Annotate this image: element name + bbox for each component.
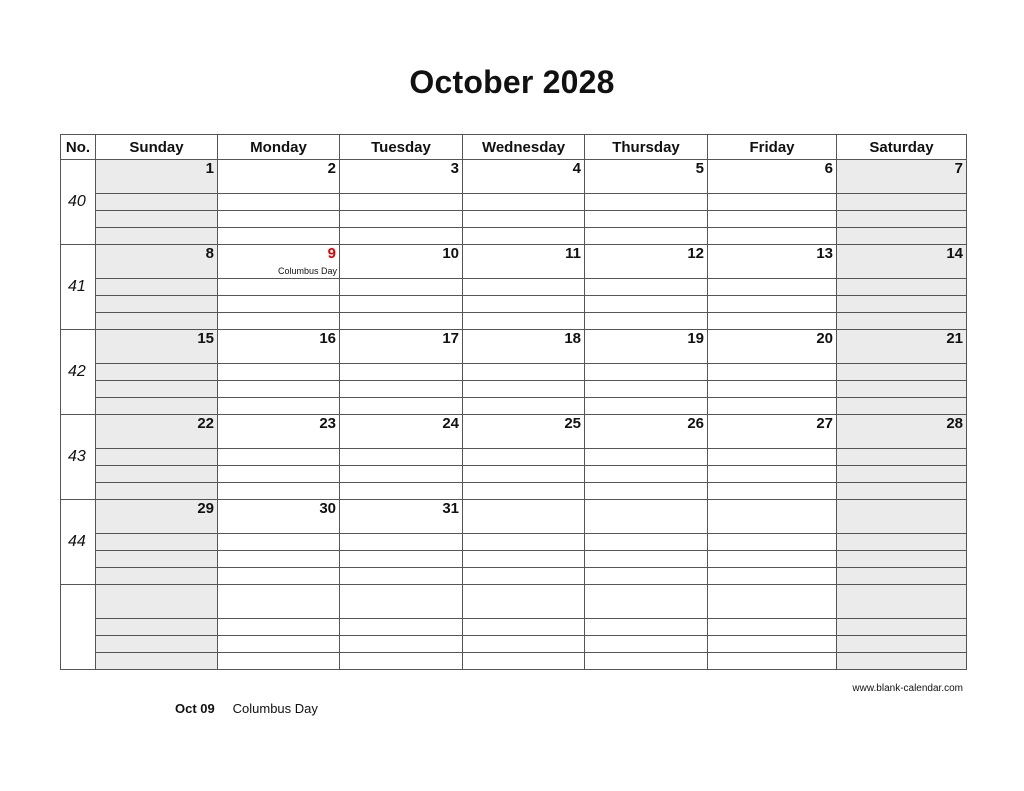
note-line[interactable] <box>463 568 585 585</box>
note-line[interactable] <box>96 534 218 551</box>
note-line[interactable] <box>463 381 585 398</box>
note-line[interactable] <box>96 619 218 636</box>
note-line-row <box>61 636 967 653</box>
note-line[interactable] <box>585 364 708 381</box>
note-line[interactable] <box>340 449 463 466</box>
note-line[interactable] <box>340 398 463 415</box>
legend-date: Oct 09 <box>175 701 215 716</box>
header-friday: Friday <box>708 135 837 160</box>
week-number: 41 <box>61 245 96 330</box>
day-number: 22 <box>197 415 214 432</box>
note-line[interactable] <box>708 194 837 211</box>
note-line[interactable] <box>218 313 340 330</box>
header-wednesday: Wednesday <box>463 135 585 160</box>
day-cell[interactable] <box>218 585 340 619</box>
day-number: 24 <box>442 415 459 432</box>
note-line[interactable] <box>218 466 340 483</box>
note-line[interactable] <box>96 653 218 670</box>
note-line-row <box>61 449 967 466</box>
note-line[interactable] <box>837 449 967 466</box>
note-line[interactable] <box>96 279 218 296</box>
note-line[interactable] <box>708 296 837 313</box>
day-cell[interactable] <box>837 585 967 619</box>
note-line-row <box>61 364 967 381</box>
note-line[interactable] <box>340 568 463 585</box>
note-line[interactable] <box>585 636 708 653</box>
day-cell[interactable] <box>708 500 837 534</box>
holiday-label: Columbus Day <box>277 266 337 276</box>
note-line[interactable] <box>340 194 463 211</box>
day-number: 30 <box>319 500 336 517</box>
note-line[interactable] <box>463 313 585 330</box>
note-line[interactable] <box>340 653 463 670</box>
header-week-no: No. <box>61 135 96 160</box>
day-cell[interactable] <box>708 160 837 194</box>
note-line[interactable] <box>708 483 837 500</box>
day-cell[interactable] <box>340 585 463 619</box>
note-line[interactable] <box>463 398 585 415</box>
note-line[interactable] <box>96 364 218 381</box>
note-line[interactable] <box>218 483 340 500</box>
note-line[interactable] <box>837 364 967 381</box>
day-number: 4 <box>572 160 581 177</box>
calendar-grid <box>60 134 967 670</box>
note-line[interactable] <box>585 551 708 568</box>
note-line[interactable] <box>708 534 837 551</box>
note-line[interactable] <box>340 364 463 381</box>
note-line[interactable] <box>463 364 585 381</box>
day-cell[interactable] <box>340 160 463 194</box>
note-line-row <box>61 296 967 313</box>
day-number: 2 <box>327 160 336 177</box>
day-number: 7 <box>954 160 963 177</box>
note-line[interactable] <box>463 228 585 245</box>
day-cell[interactable] <box>585 160 708 194</box>
week-number: 42 <box>61 330 96 415</box>
note-line[interactable] <box>585 279 708 296</box>
note-line-row <box>61 211 967 228</box>
note-line[interactable] <box>837 279 967 296</box>
note-line[interactable] <box>340 619 463 636</box>
day-number: 28 <box>946 415 963 432</box>
note-line-row <box>61 194 967 211</box>
day-cell[interactable] <box>585 500 708 534</box>
note-line[interactable] <box>585 534 708 551</box>
note-line[interactable] <box>708 228 837 245</box>
note-line-row <box>61 534 967 551</box>
note-line[interactable] <box>340 551 463 568</box>
note-line[interactable] <box>96 228 218 245</box>
note-line[interactable] <box>708 279 837 296</box>
day-number: 19 <box>687 330 704 347</box>
day-cell[interactable] <box>708 245 837 279</box>
note-line[interactable] <box>837 534 967 551</box>
note-line[interactable] <box>96 313 218 330</box>
holiday-legend <box>175 701 318 716</box>
week-row <box>61 160 967 194</box>
note-line-row <box>61 619 967 636</box>
day-cell[interactable] <box>463 585 585 619</box>
day-number: 15 <box>197 330 214 347</box>
day-cell[interactable] <box>837 245 967 279</box>
note-line[interactable] <box>218 619 340 636</box>
header-row <box>61 135 967 160</box>
note-line[interactable] <box>837 551 967 568</box>
day-cell[interactable] <box>585 245 708 279</box>
note-line[interactable] <box>218 534 340 551</box>
note-line[interactable] <box>218 568 340 585</box>
day-cell[interactable] <box>340 415 463 449</box>
note-line[interactable] <box>463 466 585 483</box>
note-line[interactable] <box>837 466 967 483</box>
note-line[interactable] <box>463 211 585 228</box>
note-line[interactable] <box>708 551 837 568</box>
day-cell[interactable] <box>837 500 967 534</box>
note-line[interactable] <box>585 449 708 466</box>
note-line-row <box>61 313 967 330</box>
day-cell[interactable] <box>463 500 585 534</box>
note-line[interactable] <box>218 228 340 245</box>
note-line[interactable] <box>463 636 585 653</box>
note-line[interactable] <box>218 194 340 211</box>
day-cell[interactable] <box>218 500 340 534</box>
note-line[interactable] <box>340 228 463 245</box>
day-cell[interactable] <box>96 245 218 279</box>
note-line-row <box>61 228 967 245</box>
note-line[interactable] <box>96 466 218 483</box>
note-line[interactable] <box>218 551 340 568</box>
note-line-row <box>61 551 967 568</box>
day-cell[interactable] <box>340 500 463 534</box>
note-line[interactable] <box>96 568 218 585</box>
note-line[interactable] <box>340 313 463 330</box>
note-line[interactable] <box>837 228 967 245</box>
note-line[interactable] <box>585 211 708 228</box>
note-line[interactable] <box>340 483 463 500</box>
note-line[interactable] <box>837 619 967 636</box>
note-line[interactable] <box>708 466 837 483</box>
day-number: 1 <box>205 160 214 177</box>
note-line[interactable] <box>96 296 218 313</box>
week-row <box>61 245 967 279</box>
note-line[interactable] <box>585 313 708 330</box>
day-cell[interactable] <box>218 245 340 279</box>
note-line[interactable] <box>340 636 463 653</box>
note-line[interactable] <box>340 211 463 228</box>
day-cell[interactable] <box>708 330 837 364</box>
website-credit: www.blank-calendar.com <box>852 683 963 694</box>
day-cell[interactable] <box>96 500 218 534</box>
note-line[interactable] <box>218 381 340 398</box>
day-number: 23 <box>319 415 336 432</box>
note-line[interactable] <box>218 449 340 466</box>
note-line[interactable] <box>585 398 708 415</box>
day-cell[interactable] <box>585 330 708 364</box>
note-line[interactable] <box>463 551 585 568</box>
legend-holiday-name: Columbus Day <box>232 701 318 716</box>
day-number: 26 <box>687 415 704 432</box>
note-line[interactable] <box>463 449 585 466</box>
note-line[interactable] <box>340 534 463 551</box>
note-line[interactable] <box>585 228 708 245</box>
note-line-row <box>61 398 967 415</box>
day-cell[interactable] <box>96 330 218 364</box>
day-number: 6 <box>824 160 833 177</box>
note-line[interactable] <box>837 381 967 398</box>
note-line[interactable] <box>837 653 967 670</box>
day-cell[interactable] <box>708 415 837 449</box>
note-line[interactable] <box>463 194 585 211</box>
day-number: 18 <box>564 330 581 347</box>
note-line[interactable] <box>96 194 218 211</box>
note-line[interactable] <box>837 636 967 653</box>
note-line[interactable] <box>96 551 218 568</box>
note-line[interactable] <box>708 398 837 415</box>
note-line[interactable] <box>96 381 218 398</box>
week-number: 43 <box>61 415 96 500</box>
day-number: 21 <box>946 330 963 347</box>
note-line[interactable] <box>218 364 340 381</box>
note-line[interactable] <box>708 653 837 670</box>
week-number <box>61 585 96 670</box>
note-line[interactable] <box>585 483 708 500</box>
day-cell[interactable] <box>837 415 967 449</box>
note-line[interactable] <box>585 194 708 211</box>
note-line[interactable] <box>708 568 837 585</box>
note-line[interactable] <box>837 211 967 228</box>
note-line[interactable] <box>837 568 967 585</box>
note-line[interactable] <box>218 211 340 228</box>
note-line-row <box>61 568 967 585</box>
day-number: 16 <box>319 330 336 347</box>
week-row <box>61 500 967 534</box>
note-line[interactable] <box>96 398 218 415</box>
note-line[interactable] <box>837 398 967 415</box>
note-line[interactable] <box>708 211 837 228</box>
day-number: 11 <box>565 245 581 262</box>
day-number: 8 <box>205 245 214 262</box>
note-line[interactable] <box>837 313 967 330</box>
note-line[interactable] <box>463 483 585 500</box>
day-cell[interactable] <box>708 585 837 619</box>
note-line[interactable] <box>340 296 463 313</box>
note-line[interactable] <box>585 568 708 585</box>
note-line[interactable] <box>218 653 340 670</box>
day-number: 20 <box>816 330 833 347</box>
note-line[interactable] <box>708 619 837 636</box>
day-number: 17 <box>442 330 459 347</box>
note-line[interactable] <box>585 619 708 636</box>
day-cell[interactable] <box>463 330 585 364</box>
note-line-row <box>61 483 967 500</box>
note-line[interactable] <box>708 381 837 398</box>
note-line[interactable] <box>96 636 218 653</box>
day-cell[interactable] <box>585 585 708 619</box>
note-line[interactable] <box>585 296 708 313</box>
note-line[interactable] <box>708 636 837 653</box>
note-line[interactable] <box>708 313 837 330</box>
week-row <box>61 415 967 449</box>
note-line[interactable] <box>96 483 218 500</box>
note-line[interactable] <box>463 279 585 296</box>
day-number: 27 <box>816 415 833 432</box>
day-cell[interactable] <box>218 160 340 194</box>
note-line[interactable] <box>585 653 708 670</box>
week-number: 44 <box>61 500 96 585</box>
calendar-title: October 2028 <box>409 64 615 100</box>
header-thursday: Thursday <box>585 135 708 160</box>
day-number: 31 <box>442 500 459 517</box>
day-number: 10 <box>442 245 459 262</box>
day-cell[interactable] <box>218 415 340 449</box>
note-line-row <box>61 653 967 670</box>
note-line[interactable] <box>340 279 463 296</box>
note-line[interactable] <box>708 449 837 466</box>
header-monday: Monday <box>218 135 340 160</box>
note-line[interactable] <box>96 211 218 228</box>
day-cell[interactable] <box>463 415 585 449</box>
note-line[interactable] <box>340 381 463 398</box>
day-number: 29 <box>197 500 214 517</box>
week-number: 40 <box>61 160 96 245</box>
note-line[interactable] <box>218 398 340 415</box>
day-cell[interactable] <box>96 160 218 194</box>
day-number: 14 <box>946 245 963 262</box>
day-cell[interactable] <box>96 415 218 449</box>
day-cell[interactable] <box>340 330 463 364</box>
day-cell[interactable] <box>463 245 585 279</box>
note-line[interactable] <box>340 466 463 483</box>
note-line-row <box>61 279 967 296</box>
note-line-row <box>61 381 967 398</box>
note-line[interactable] <box>708 364 837 381</box>
week-row <box>61 330 967 364</box>
note-line[interactable] <box>837 483 967 500</box>
day-number: 13 <box>816 245 833 262</box>
header-sunday: Sunday <box>96 135 218 160</box>
note-line[interactable] <box>96 449 218 466</box>
note-line[interactable] <box>463 619 585 636</box>
day-cell[interactable] <box>837 330 967 364</box>
note-line[interactable] <box>585 466 708 483</box>
header-tuesday: Tuesday <box>340 135 463 160</box>
day-cell[interactable] <box>585 415 708 449</box>
day-cell[interactable] <box>463 160 585 194</box>
note-line[interactable] <box>463 653 585 670</box>
note-line[interactable] <box>218 279 340 296</box>
day-number: 9 <box>327 245 336 262</box>
note-line[interactable] <box>463 296 585 313</box>
note-line[interactable] <box>585 381 708 398</box>
note-line[interactable] <box>218 296 340 313</box>
day-number: 12 <box>687 245 704 262</box>
day-number: 3 <box>450 160 459 177</box>
header-saturday: Saturday <box>837 135 967 160</box>
day-number: 25 <box>564 415 581 432</box>
day-cell[interactable] <box>340 245 463 279</box>
note-line-row <box>61 466 967 483</box>
day-cell[interactable] <box>218 330 340 364</box>
day-cell[interactable] <box>837 160 967 194</box>
day-number: 5 <box>695 160 704 177</box>
note-line[interactable] <box>218 636 340 653</box>
note-line[interactable] <box>837 194 967 211</box>
note-line[interactable] <box>463 534 585 551</box>
week-row <box>61 585 967 619</box>
day-cell[interactable] <box>96 585 218 619</box>
note-line[interactable] <box>837 296 967 313</box>
